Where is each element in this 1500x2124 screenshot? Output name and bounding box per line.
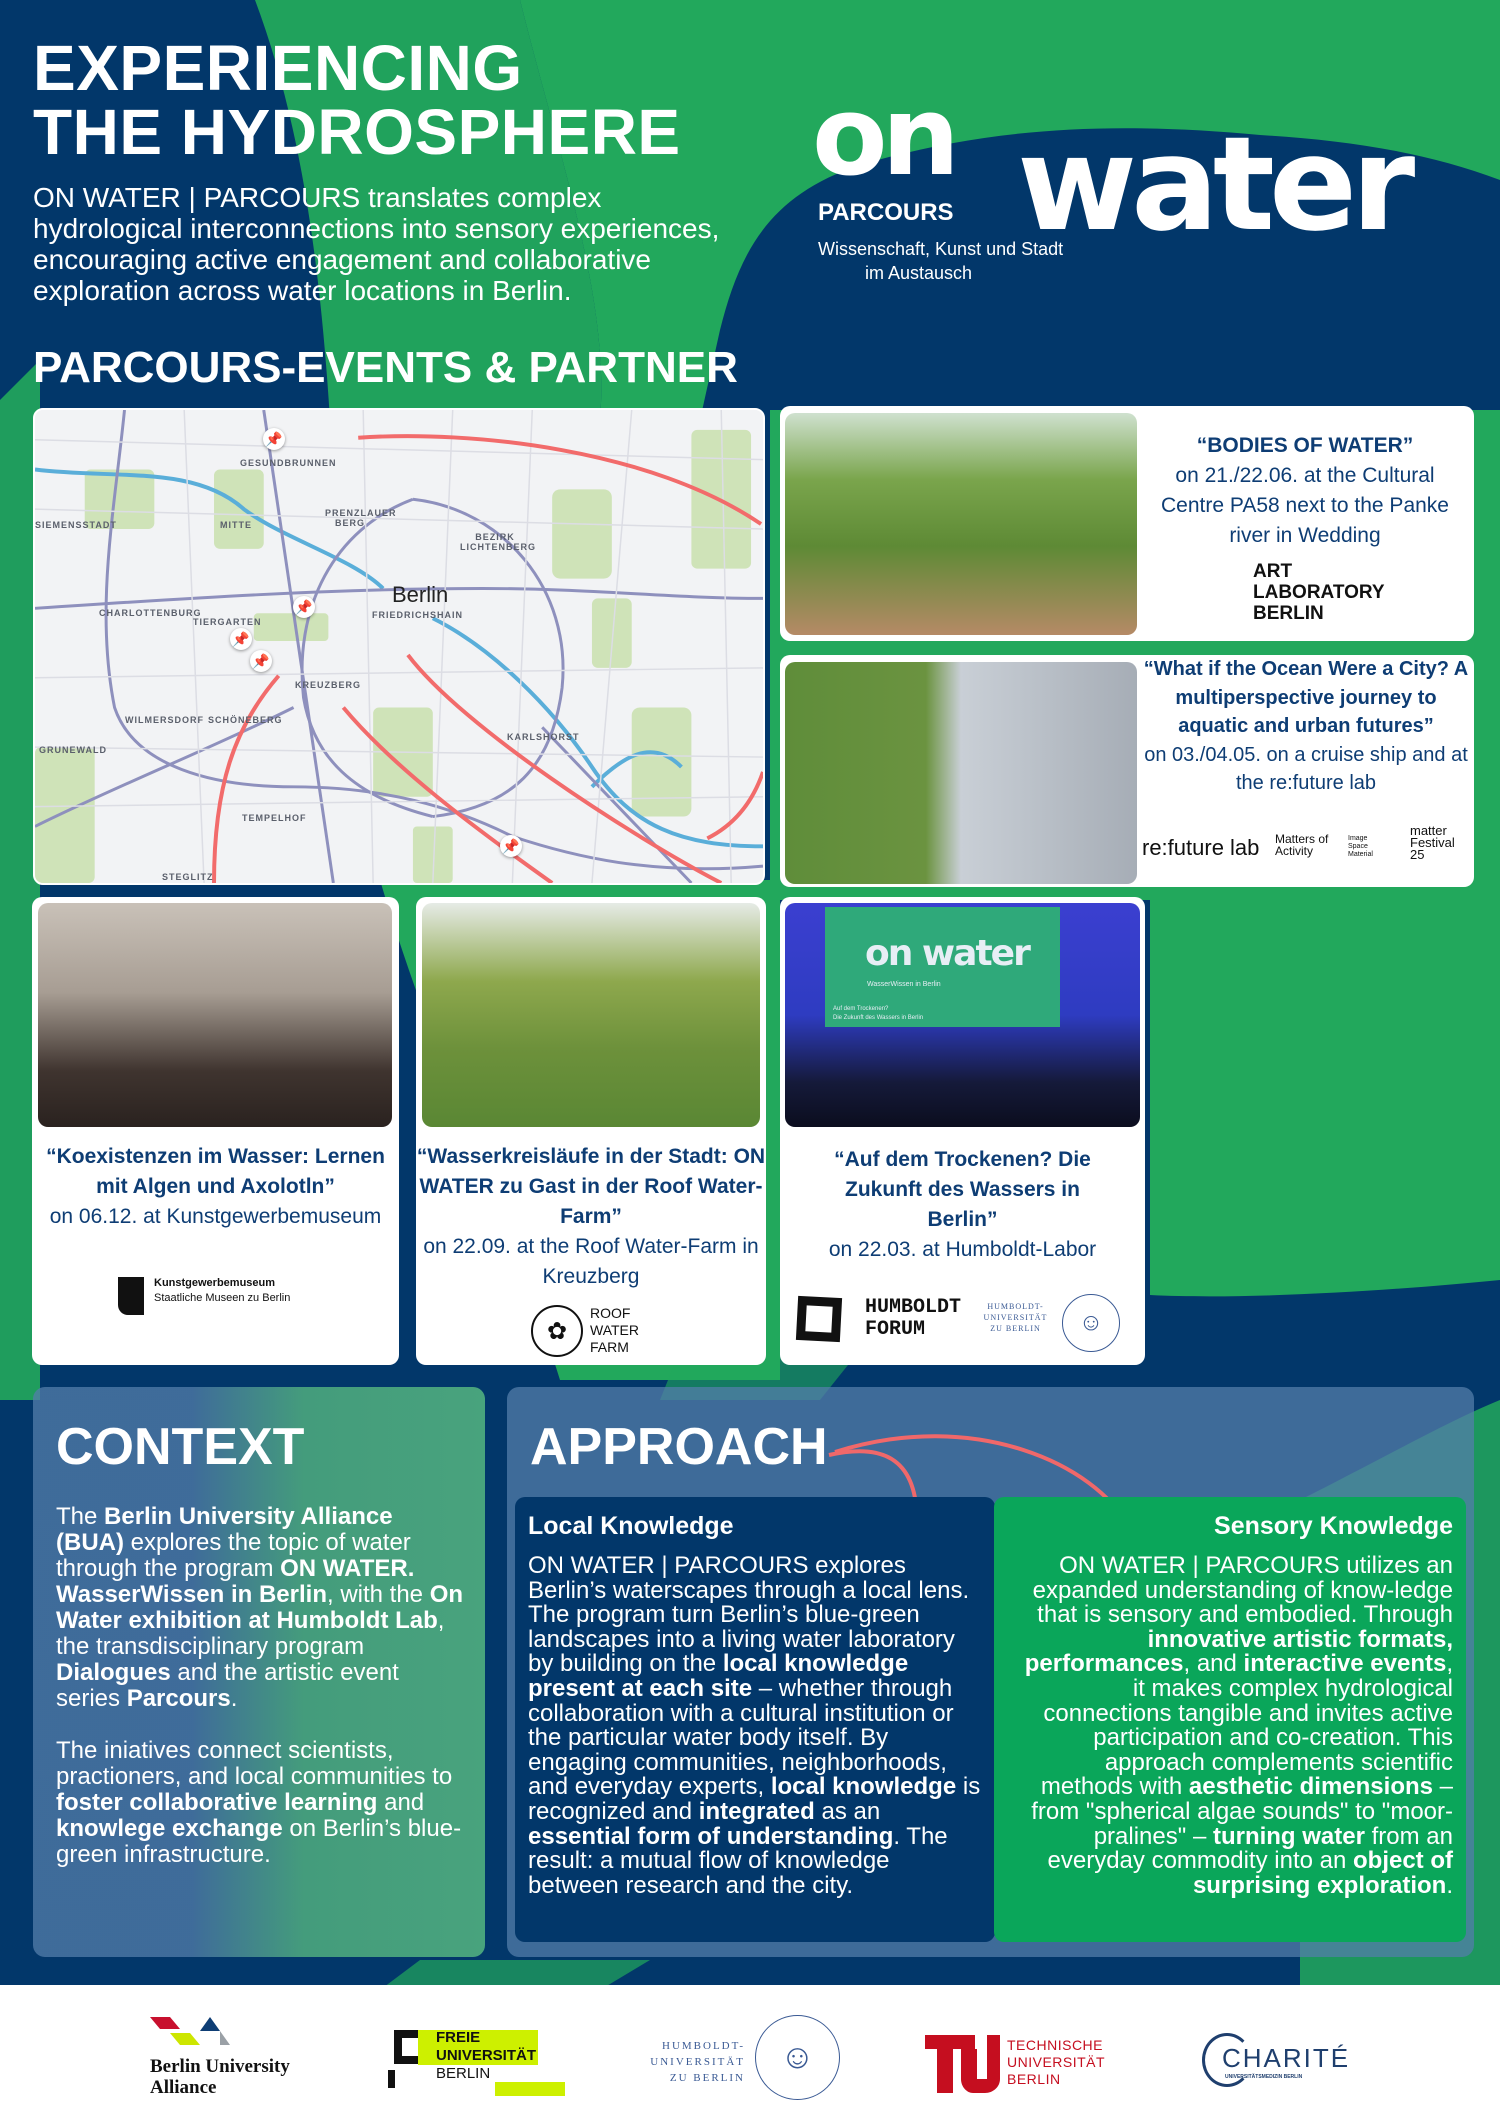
event-card-bodies-of-water[interactable] [780,406,1474,641]
map-pin-icon[interactable]: 📌 [500,835,522,857]
event-details: on 03./04.05. on a cruise ship and at the re:future lab [1144,743,1468,794]
berlin-map[interactable] [33,408,765,885]
emphasis-text: Parcours [126,1685,231,1712]
fu-line-1: FREIE [436,2029,481,2046]
map-district-label: GRUNEWALD [39,745,107,755]
intro-text: ON WATER | PARCOURS translates complex hydrological interconnections into sensory experiences, encouraging active engagement and collaborative exploration across water locations in Berlin. [33,182,720,306]
tu-line-1: TECHNISCHE [1007,2037,1104,2053]
section-heading-events: PARCOURS-EVENTS & PARTNER [33,343,738,392]
event-card-koexistenzen[interactable] [32,897,399,1365]
map-district-label: SCHÖNEBERG [208,715,283,725]
event-text [1140,655,1472,798]
local-knowledge-body [528,1554,982,1898]
map-district-label: PRENZLAUER BERG [325,508,397,528]
body-text: . [230,1685,238,1712]
emphasis-text: interactive events [1243,1650,1447,1678]
logo-parcours: PARCOURS [818,199,954,226]
logo-water: water [1017,108,1410,260]
emphasis-text: local knowledge [770,1773,957,1801]
map-district-label: KARLSHORST [507,732,580,742]
body-text: and [377,1789,425,1816]
title-line-1: EXPERIENCING [33,32,523,104]
body-text: , it makes complex hydrological connections tangible and invites active participation and co-creation. This approach complements scientific methods with [1040,1650,1453,1801]
emphasis-text: local knowledge present at each site [528,1650,909,1702]
event-title: “BODIES OF WATER” [1196,434,1414,457]
body-text: – whether through collaboration with a cultural institution or the particular water body itself. By engaging communities, neighborhoods, and everyday experts, [528,1674,954,1801]
event-photo-stage [785,903,1140,1127]
sensory-knowledge-box [994,1497,1466,1942]
hu-seal-icon: ☺ [755,2015,840,2100]
emphasis-text: aesthetic dimensions [1188,1773,1433,1801]
body-text: The iniatives connect scientists, practioners, and local communities to [56,1737,453,1790]
fu-logo-text [436,2029,536,2083]
event-photo-river-boat [785,662,1137,884]
tu-logo-text [1007,2037,1105,2088]
emphasis-text: object of surprising exploration [1192,1847,1453,1899]
body-text: , and [1183,1650,1244,1678]
map-district-label: CHARLOTTENBURG [99,608,202,618]
sensory-knowledge-body [1007,1554,1453,1898]
map-district-label: TIERGARTEN [193,617,262,627]
hu-line-2: UNIVERSITÄT [650,2056,745,2068]
fu-line-3: BERLIN [436,2065,491,2082]
map-district-label: GESUNDBRUNNEN [240,458,337,468]
event-card-ocean-city[interactable] [780,655,1474,887]
hu-line-3: ZU BERLIN [669,2072,745,2084]
map-city-label: Berlin [392,582,449,607]
body-text: . [1446,1871,1453,1899]
kunstgewerbemuseum-logo-icon [118,1277,144,1315]
page-title [33,32,681,168]
partner-logo-smb: Staatliche Museen zu Berlin [154,1292,291,1304]
charite-logo-subtitle: UNIVERSITÄTSMEDIZIN BERLIN [1225,2074,1303,2080]
fu-logo-icon [388,2030,418,2090]
event-title: “Wasserkreisläufe in der Stadt: ON WATER zu Gast in der Roof Water-Farm” [416,1145,766,1228]
logo-on: on [812,72,954,200]
hu-line-1: HUMBOLDT- [662,2040,745,2052]
screen-line-2: Die Zukunft des Wassers in Berlin [833,1015,924,1021]
logo-subtitle-2: im Austausch [865,263,973,283]
body-text: ON WATER | PARCOURS explores Berlin’s waterscapes through a local lens. The program turn Berlin’s blue-green landscapes into a living water laboratory by building on the [528,1552,970,1678]
emphasis-text: turning water [1212,1822,1365,1850]
map-district-label: BEZIRK LICHTENBERG [460,532,536,552]
context-body [56,1504,466,1894]
event-text [1145,431,1465,551]
event-title: “Auf dem Trockenen? Die Zukunft des Wassers in Berlin” [834,1148,1091,1231]
event-title: “What if the Ocean Were a City? A multiperspective journey to aquatic and urban futures” [1143,658,1469,737]
footer-partner-logos [0,1985,1500,2124]
event-text [780,1145,1145,1265]
screen-on-water: on water [865,933,1029,974]
map-pin-icon[interactable]: 📌 [230,628,252,650]
event-photo-garden [422,903,760,1127]
emphasis-text: integrated [698,1797,815,1825]
emphasis-text: foster collaborative learning [56,1789,378,1816]
map-district-label: SIEMENSSTADT [35,520,117,530]
emphasis-text: innovative artistic formats, performances [1024,1625,1453,1678]
partner-logo-humboldt-forum: HUMBOLDT FORUM [865,1296,962,1341]
event-details: on 22.09. at the Roof Water-Farm in Kreuzberg [423,1235,759,1288]
event-photo-walk [785,413,1137,635]
map-pin-icon[interactable]: 📌 [250,650,272,672]
emphasis-text: ON WATER. WasserWissen in Berlin [56,1555,415,1608]
map-district-label: WILMERSDORF [125,715,204,725]
event-text [416,1142,766,1292]
logo-subtitle-1: Wissenschaft, Kunst und Stadt [818,239,1064,259]
approach-heading: APPROACH [530,1418,828,1476]
event-card-roof-water-farm[interactable] [416,897,766,1365]
event-card-auf-dem-trockenen[interactable] [780,897,1145,1365]
local-knowledge-box [515,1497,995,1942]
emphasis-text: essential form of understanding [528,1822,894,1850]
body-text: from an everyday commodity into an [1047,1822,1453,1875]
tu-line-3: BERLIN [1007,2071,1061,2087]
context-paragraph-2 [56,1738,466,1868]
context-heading: CONTEXT [56,1418,305,1476]
emphasis-text: Berlin University Alliance (BUA) [56,1503,393,1556]
partner-logo-image-space-material: Image Space Material [1348,835,1373,858]
map-pin-icon[interactable]: 📌 [263,428,285,450]
event-details: on 06.12. at Kunstgewerbemuseum [49,1205,382,1228]
title-line-2: THE HYDROSPHERE [33,96,681,168]
hu-seal-icon: ☺ [1062,1294,1120,1352]
partner-logo-matters-of-activity: Matters of Activity [1275,832,1329,858]
roof-water-farm-logo-icon: ✿ [531,1305,583,1357]
screen-subtitle: WasserWissen in Berlin [867,981,941,988]
context-panel [33,1387,485,1957]
map-district-label: KREUZBERG [295,680,362,690]
partner-logo-kunstgewerbemuseum: Kunstgewerbemuseum [154,1277,276,1289]
body-text: ON WATER | PARCOURS utilizes an expanded understanding of know-ledge that is sensory and embodied. Through [1032,1552,1453,1629]
on-water-logo [812,72,1462,286]
map-pin-icon[interactable]: 📌 [293,596,315,618]
tu-logo-icon [925,2035,1000,2093]
body-text: and the artistic event series [56,1659,399,1712]
body-text: – from "spherical algae sounds" to "moor-pralines" – [1031,1773,1453,1850]
event-title: “Koexistenzen im Wasser: Lernen mit Algen und Axolotln” [46,1145,385,1198]
emphasis-text: Dialogues [56,1659,171,1686]
emphasis-text: On Water exhibition at Humboldt Lab [56,1581,464,1634]
event-details: on 22.03. at Humboldt-Labor [828,1238,1097,1261]
partner-logo-hu-berlin: HUMBOLDT-UNIVERSITÄT ZU BERLIN [983,1302,1048,1333]
body-text: explores the topic of water through the program [56,1529,411,1582]
map-district-label: FRIEDRICHSHAIN [372,610,464,620]
sensory-knowledge-title: Sensory Knowledge [1214,1512,1453,1540]
body-text: is recognized and [528,1773,981,1825]
body-text: as an [814,1797,881,1825]
local-knowledge-title: Local Knowledge [528,1512,734,1540]
partner-logo-refuture-lab: re:future lab [1142,835,1260,860]
hu-logo-text [645,2038,745,2086]
partner-logo-art-laboratory: ART LABORATORY BERLIN [1253,561,1385,624]
partner-logo-roof-water-farm: ROOF WATER FARM [590,1305,639,1355]
fu-line-2: UNIVERSITÄT [436,2047,537,2064]
map-district-label: STEGLITZ [162,872,214,882]
map-district-label: MITTE [220,520,252,530]
tu-line-2: UNIVERSITÄT [1007,2054,1106,2070]
event-photo-talk [38,903,392,1127]
partner-logo-matter-festival: matter Festival 25 [1410,823,1455,862]
charite-logo-text: CHARITÉ [1222,2043,1351,2073]
approach-panel [507,1387,1474,1957]
emphasis-text: knowlege exchange [56,1815,283,1842]
context-paragraph-1 [56,1504,466,1712]
event-details: on 21./22.06. at the Cultural Centre PA58 next to the Panke river in Wedding [1161,464,1449,547]
body-text: on Berlin’s blue-green infrastructure. [56,1815,462,1868]
map-roads [35,410,763,883]
fu-logo-highlight-2 [495,2082,565,2096]
screen-line-1: Auf dem Trockenen? [833,1006,889,1012]
body-text: The [56,1503,105,1530]
event-text [37,1142,394,1232]
body-text: , the transdisciplinary program [56,1607,445,1660]
bua-logo-icon [150,2017,260,2045]
body-text: . The result: a mutual flow of knowledge between research and the city. [528,1822,948,1899]
map-district-label: TEMPELHOF [242,813,307,823]
humboldt-forum-logo-icon [796,1296,842,1342]
body-text: , with the [326,1581,430,1608]
bua-logo-text: Berlin University Alliance [150,2056,290,2098]
